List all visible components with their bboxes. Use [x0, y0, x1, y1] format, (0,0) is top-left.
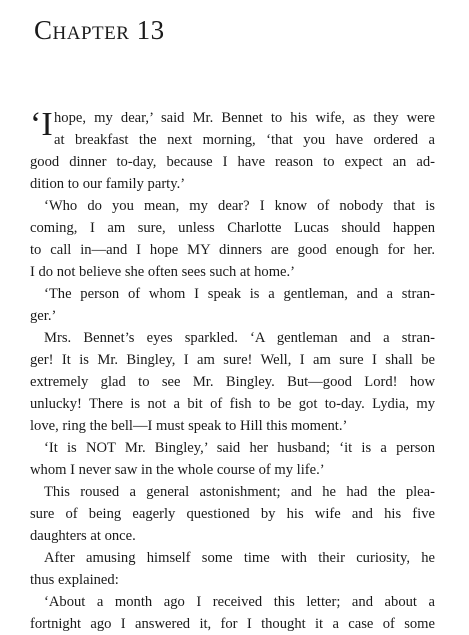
- drop-cap-quote: ‘: [30, 106, 42, 143]
- text-line: ‘Who do you mean, my dear? I know of nobody that is: [44, 198, 435, 214]
- text-line: sure of being eagerly questioned by his wife and his five: [30, 506, 435, 522]
- text-line: extremely glad to see Mr. Bingley. But—good Lord! how: [30, 374, 435, 390]
- chapter-title: Chapter 13: [34, 15, 165, 45]
- text-line: ger.’: [30, 308, 57, 324]
- chapter-body: [30, 107, 435, 635]
- text-line: Mrs. Bennet’s eyes sparkled. ‘A gentleman and a stran-: [44, 330, 435, 346]
- text-lines: [30, 107, 435, 635]
- text-line: ‘It is NOT Mr. Bingley,’ said her husband; ‘it is a person: [44, 440, 435, 456]
- text-line: thus explained:: [30, 572, 119, 588]
- text-line: dition to our family party.’: [30, 176, 186, 192]
- text-line: ‘About a month ago I received this letter; and about a: [44, 594, 435, 610]
- text-line: whom I never saw in the whole course of my life.’: [30, 462, 325, 478]
- text-line: ger! It is Mr. Bingley, I am sure! Well, I am sure I shall be: [30, 352, 435, 368]
- text-line: ‘The person of whom I speak is a gentleman, and a stran-: [44, 286, 435, 302]
- drop-cap-letter: I: [41, 106, 53, 143]
- text-line: I do not believe she often sees such at home.’: [30, 264, 296, 280]
- text-line: unlucky! There is not a bit of fish to be got to-day. Lydia, my: [30, 396, 435, 412]
- text-line: to call in—and I hope MY dinners are good enough for her.: [30, 242, 435, 258]
- text-line: After amusing himself some time with their curiosity, he: [44, 550, 435, 566]
- text-line: love, ring the bell—I must speak to Hill this moment.’: [30, 418, 348, 434]
- text-line: good dinner to-day, because I have reason to expect an ad-: [30, 154, 435, 170]
- text-line: coming, I am sure, unless Charlotte Lucas should happen: [30, 220, 435, 236]
- drop-cap: [30, 105, 53, 145]
- text-line: hope, my dear,’ said Mr. Bennet to his wife, as they were: [54, 110, 435, 126]
- text-line: daughters at once.: [30, 528, 136, 544]
- text-line: This roused a general astonishment; and he had the plea-: [44, 484, 435, 500]
- text-line: at breakfast the next morning, ‘that you have ordered a: [54, 132, 435, 148]
- text-line: fortnight ago I answered it, for I thought it a case of some: [30, 616, 435, 632]
